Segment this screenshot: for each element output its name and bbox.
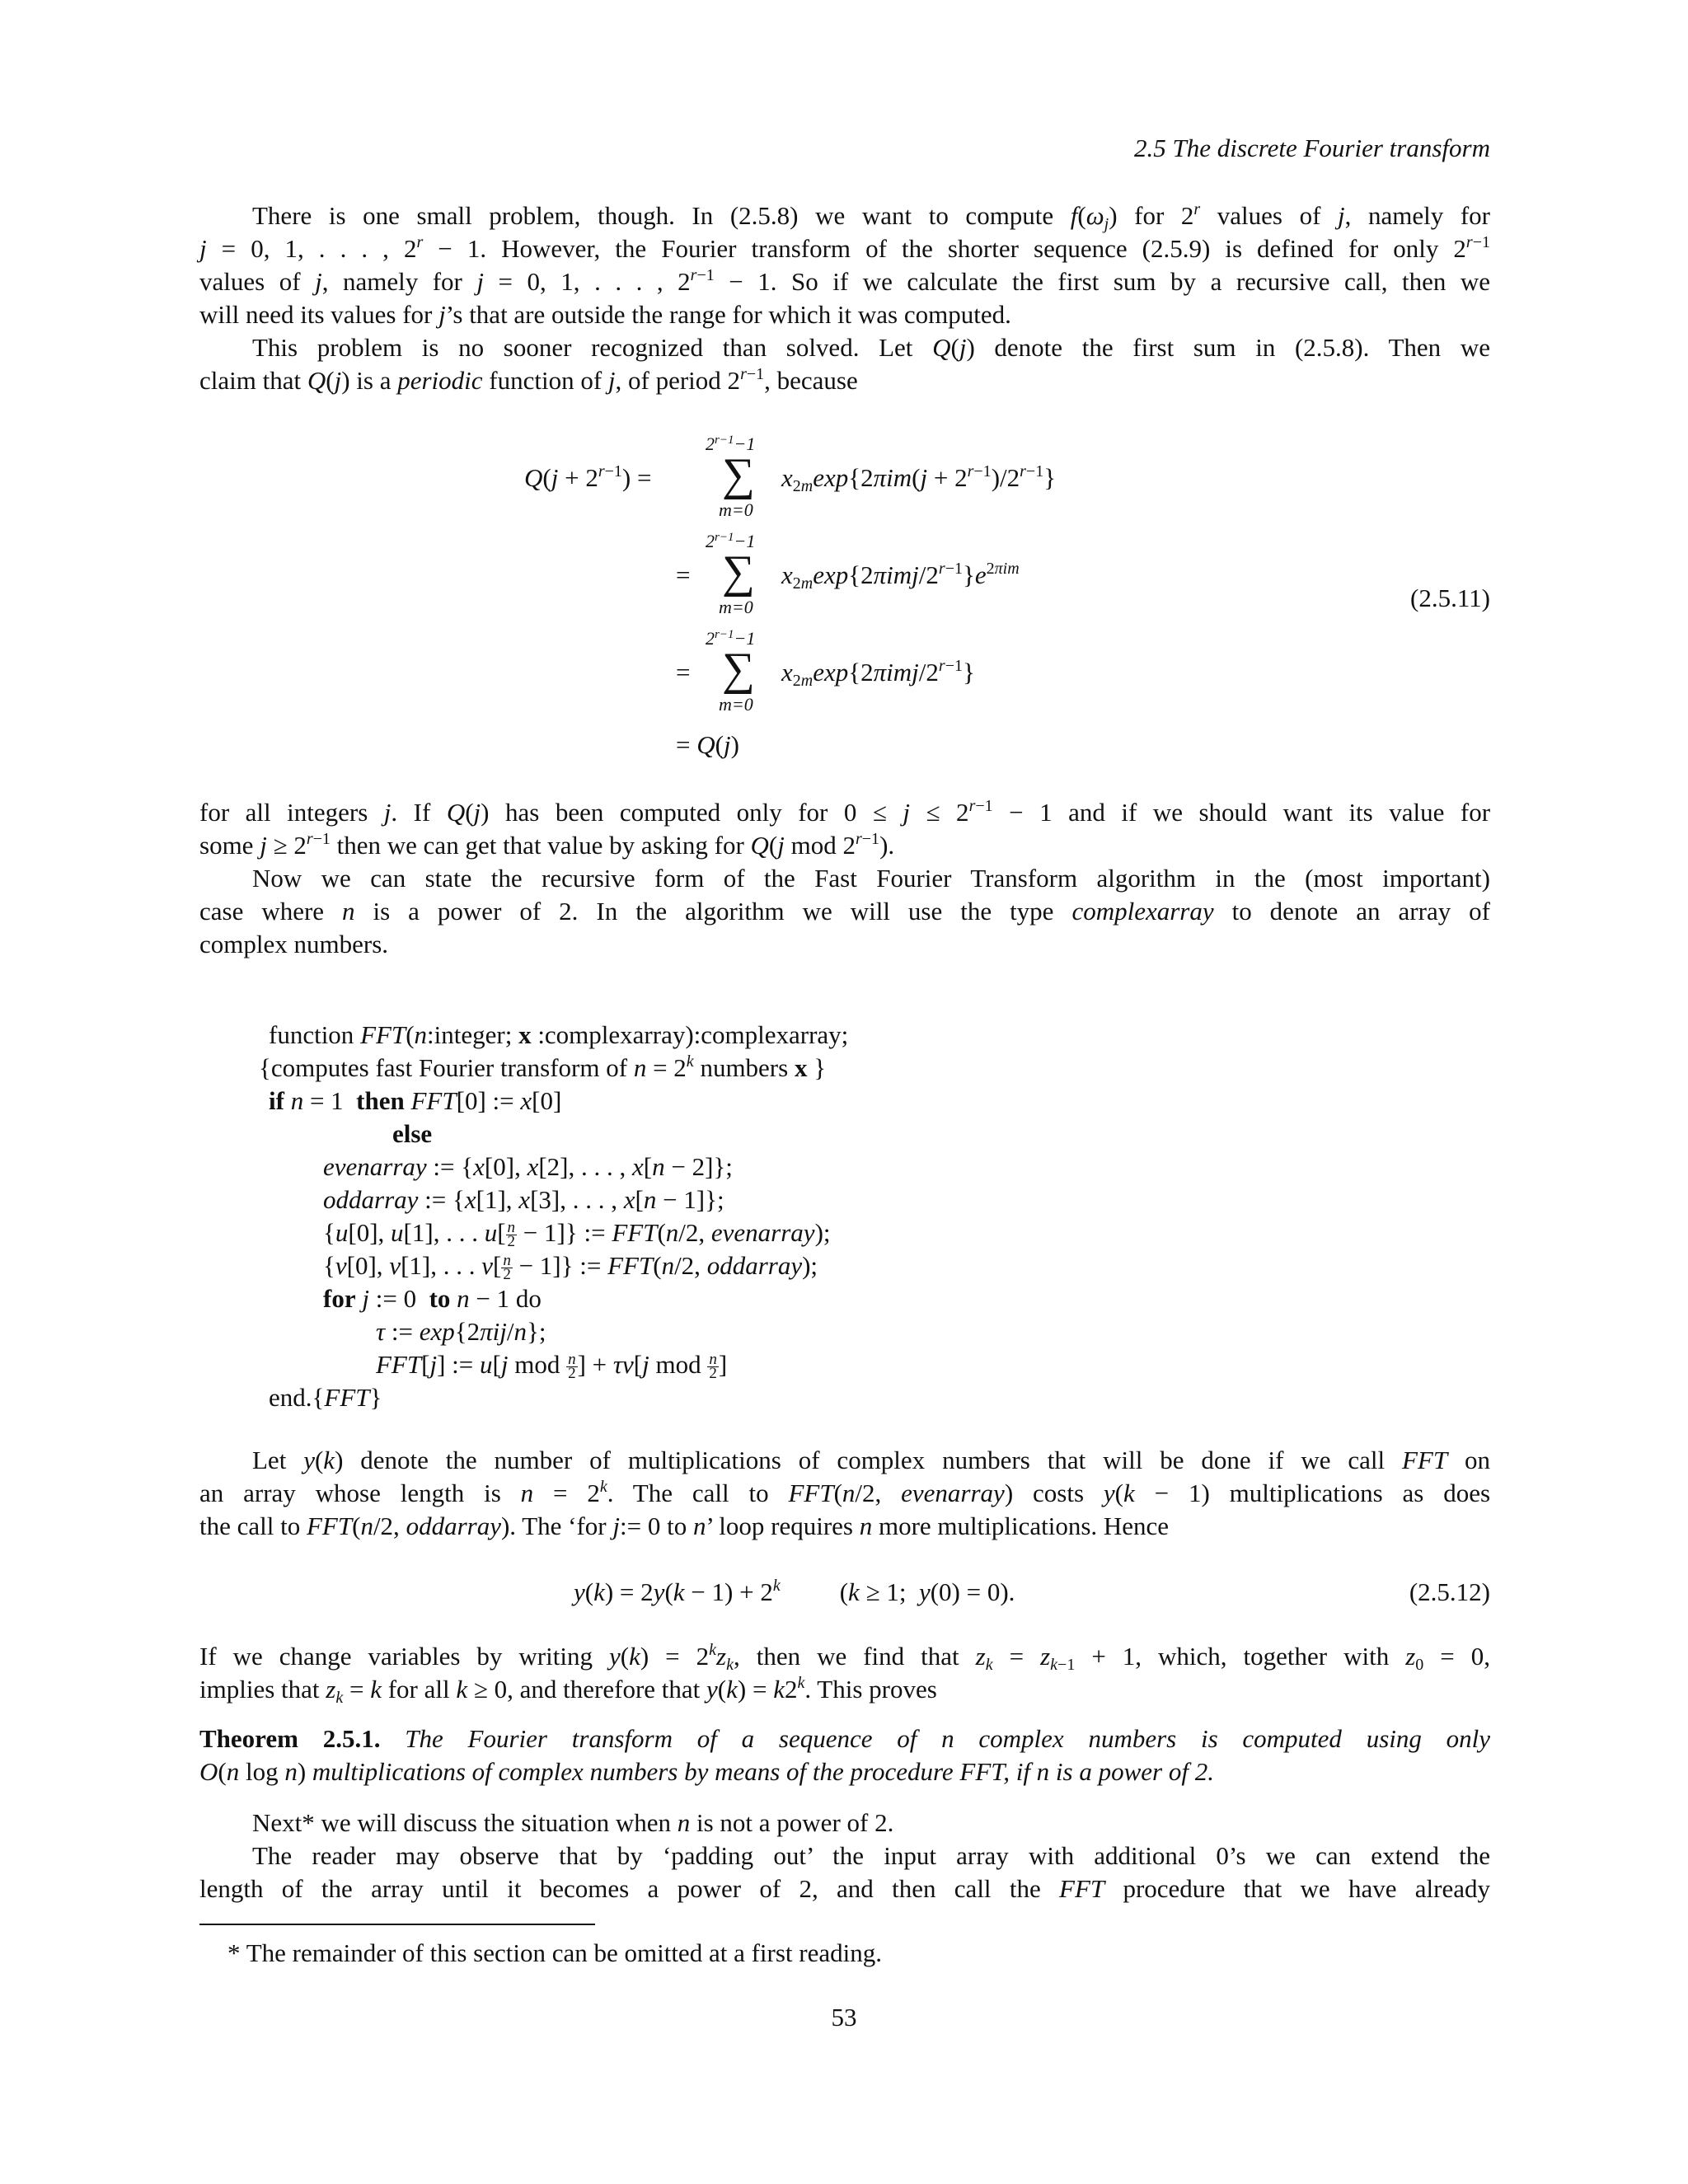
paragraph-integers: for all integers j. If Q(j) has been computed only for $0 \le j \le 2^{r-1} - 1$ and if we should want its value for	[199, 797, 1491, 827]
footnote-rule	[199, 1924, 595, 1925]
paragraph-recursive-form: Now we can state the recursive form of the Fast Fourier Transform algorithm in the (most important)	[252, 864, 1490, 893]
paragraph-solution-line2: claim that Q(j) is a periodic function of j, of period $2^{r-1}$, because	[199, 365, 858, 395]
algo-line-for: for j := 0 to n − 1 do	[323, 1284, 542, 1313]
algo-line-assign: FFT[j] := u[j mod $\frac{n}{2}$ ] + τv[j mod $\frac{n}{2}$ ]	[376, 1350, 728, 1383]
paragraph-problem-line4: will need its values for j’s that are outside the range for which it was computed.	[199, 300, 1011, 329]
algo-line-evenarray: evenarray := {x[0], x[2], . . . , x[n − 2]};	[323, 1152, 733, 1181]
paragraph-next: Next* we will discuss the situation when n is not a power of 2.	[252, 1808, 894, 1837]
eq-row2-equals: =	[676, 560, 691, 589]
sum-lower-limit-1: m=0	[719, 499, 753, 520]
eq-row1-term: $x_{2m}\exp\{2\pi im(j + 2^{r-1})/2^{r-1}\}$	[781, 462, 1057, 495]
running-header: 2.5 The discrete Fourier transform	[1134, 134, 1490, 162]
algo-line-end: end.{FFT}	[269, 1383, 382, 1412]
sum-upper-limit-1: $2^{r-1}-1$	[706, 434, 756, 454]
footnote: * The remainder of this section can be omitted at a first reading.	[227, 1938, 882, 1967]
eq-lhs: $Q(j + 2^{r-1})$ =	[524, 462, 652, 492]
paragraph-problem: There is one small problem, though. In (2.5.8) we want to compute $f(\omega_j)$ for 2$^r$ values of j, namely for	[252, 200, 1491, 233]
algo-line-else: else	[392, 1119, 433, 1148]
paragraph-change-variables: If we change variables by writing $y(k) = 2^kz_k$, then we find that $z_k = z_{k-1} + 1$, which, together with $z_0 = 0$,	[199, 1641, 1490, 1674]
algo-line-comment: {computes fast Fourier transform of $n = 2^k$ numbers x }	[259, 1052, 827, 1082]
theorem-label: Theorem 2.5.1.	[199, 1724, 381, 1753]
sum-lower-limit-3: m=0	[719, 694, 753, 715]
theorem-2-5-1: Theorem 2.5.1. The Fourier transform of a sequence of n complex numbers is computed using only	[199, 1724, 1490, 1753]
theorem-2-5-1-line2: O(n log n) multiplications of complex numbers by means of the procedure FFT, if n is a power of 2.	[199, 1757, 1214, 1786]
sum-lower-limit-2: m=0	[719, 597, 753, 617]
paragraph-multiplications: Let y(k) denote the number of multiplications of complex numbers that will be done if we call FFT on	[252, 1446, 1490, 1474]
paragraph-problem-line2: j = 0, 1, . . . , $2^r - 1$. However, the Fourier transform of the shorter sequence (2.5.9) is defined for only $2^{r-1}$	[199, 233, 1490, 263]
paragraph-multiplications-line3: the call to FFT(n/2, oddarray). The ‘for j:= 0 to n’ loop requires n more multiplications. Hence	[199, 1511, 1170, 1540]
paragraph-integers-line2: some $j \ge 2^{r-1}$ then we can get that value by asking for Q(j mod $2^{r-1}$).	[199, 830, 895, 860]
sum-symbol-1: ∑	[722, 449, 755, 500]
sum-upper-limit-2: $2^{r-1}-1$	[706, 531, 756, 551]
sum-upper-limit-3: $2^{r-1}-1$	[706, 628, 756, 649]
algo-line-tau: τ := exp{2πij/n};	[376, 1317, 546, 1346]
eq-row2-term: $x_{2m}\exp\{2\pi imj/2^{r-1}\}e^{2\pi im}$	[781, 560, 1020, 593]
equation-2-5-12: $y(k) = 2y(k - 1) + 2^k$ (k ≥ 1; y(0) = 0).	[574, 1577, 1015, 1606]
algo-line-v: {v[0], v[1], . . . v[ $\frac{n}{2}$ − 1]} := FFT(n/2, oddarray);	[323, 1251, 818, 1284]
eq-number-2-5-12: (2.5.12)	[1409, 1577, 1490, 1606]
algo-line-oddarray: oddarray := {x[1], x[3], . . . , x[n − 1]};	[323, 1185, 724, 1214]
algo-line-if: if n = 1 then FFT[0] := x[0]	[269, 1086, 562, 1115]
algo-line-u: {u[0], u[1], . . . u[ $\frac{n}{2}$ − 1]} := FFT(n/2, evenarray);	[323, 1218, 831, 1251]
paragraph-change-variables-line2: implies that $z_k = k$ for all k ≥ 0, and therefore that $y(k) = k2^k$. This proves	[199, 1674, 937, 1707]
eq-row3-term: $x_{2m}\exp\{2\pi imj/2^{r-1}\}$	[781, 657, 975, 690]
sum-symbol-3: ∑	[722, 644, 755, 695]
eq-number-2-5-11: (2.5.11)	[1410, 583, 1490, 612]
paragraph-recursive-form-line3: complex numbers.	[199, 930, 389, 958]
paragraph-problem-line3: values of j, namely for j = 0, 1, . . . , $2^{r-1} - 1$. So if we calculate the first sum by a recursive call, then we	[199, 266, 1491, 296]
algo-line-function: function FFT(n:integer; x :complexarray):complexarray;	[269, 1020, 849, 1049]
paragraph-multiplications-line2: an array whose length is $n = 2^k$. The call to FFT(n/2, evenarray) costs y(k − 1) multiplications as does	[199, 1478, 1491, 1507]
eq-row4: = Q(j)	[676, 730, 739, 759]
paragraph-padding: The reader may observe that by ‘padding out’ the input array with additional 0’s we can extend the	[252, 1841, 1490, 1870]
paragraph-padding-line2: length of the array until it becomes a power of 2, and then call the FFT procedure that we have already	[199, 1874, 1490, 1903]
sum-symbol-2: ∑	[722, 546, 755, 598]
paragraph-solution: This problem is no sooner recognized than solved. Let Q(j) denote the first sum in (2.5.8). Then we	[252, 333, 1490, 362]
eq-row3-equals: =	[676, 658, 691, 687]
page-number: 53	[831, 2003, 857, 2032]
paragraph-recursive-form-line2: case where n is a power of 2. In the algorithm we will use the type complexarray to denote an array of	[199, 897, 1491, 926]
